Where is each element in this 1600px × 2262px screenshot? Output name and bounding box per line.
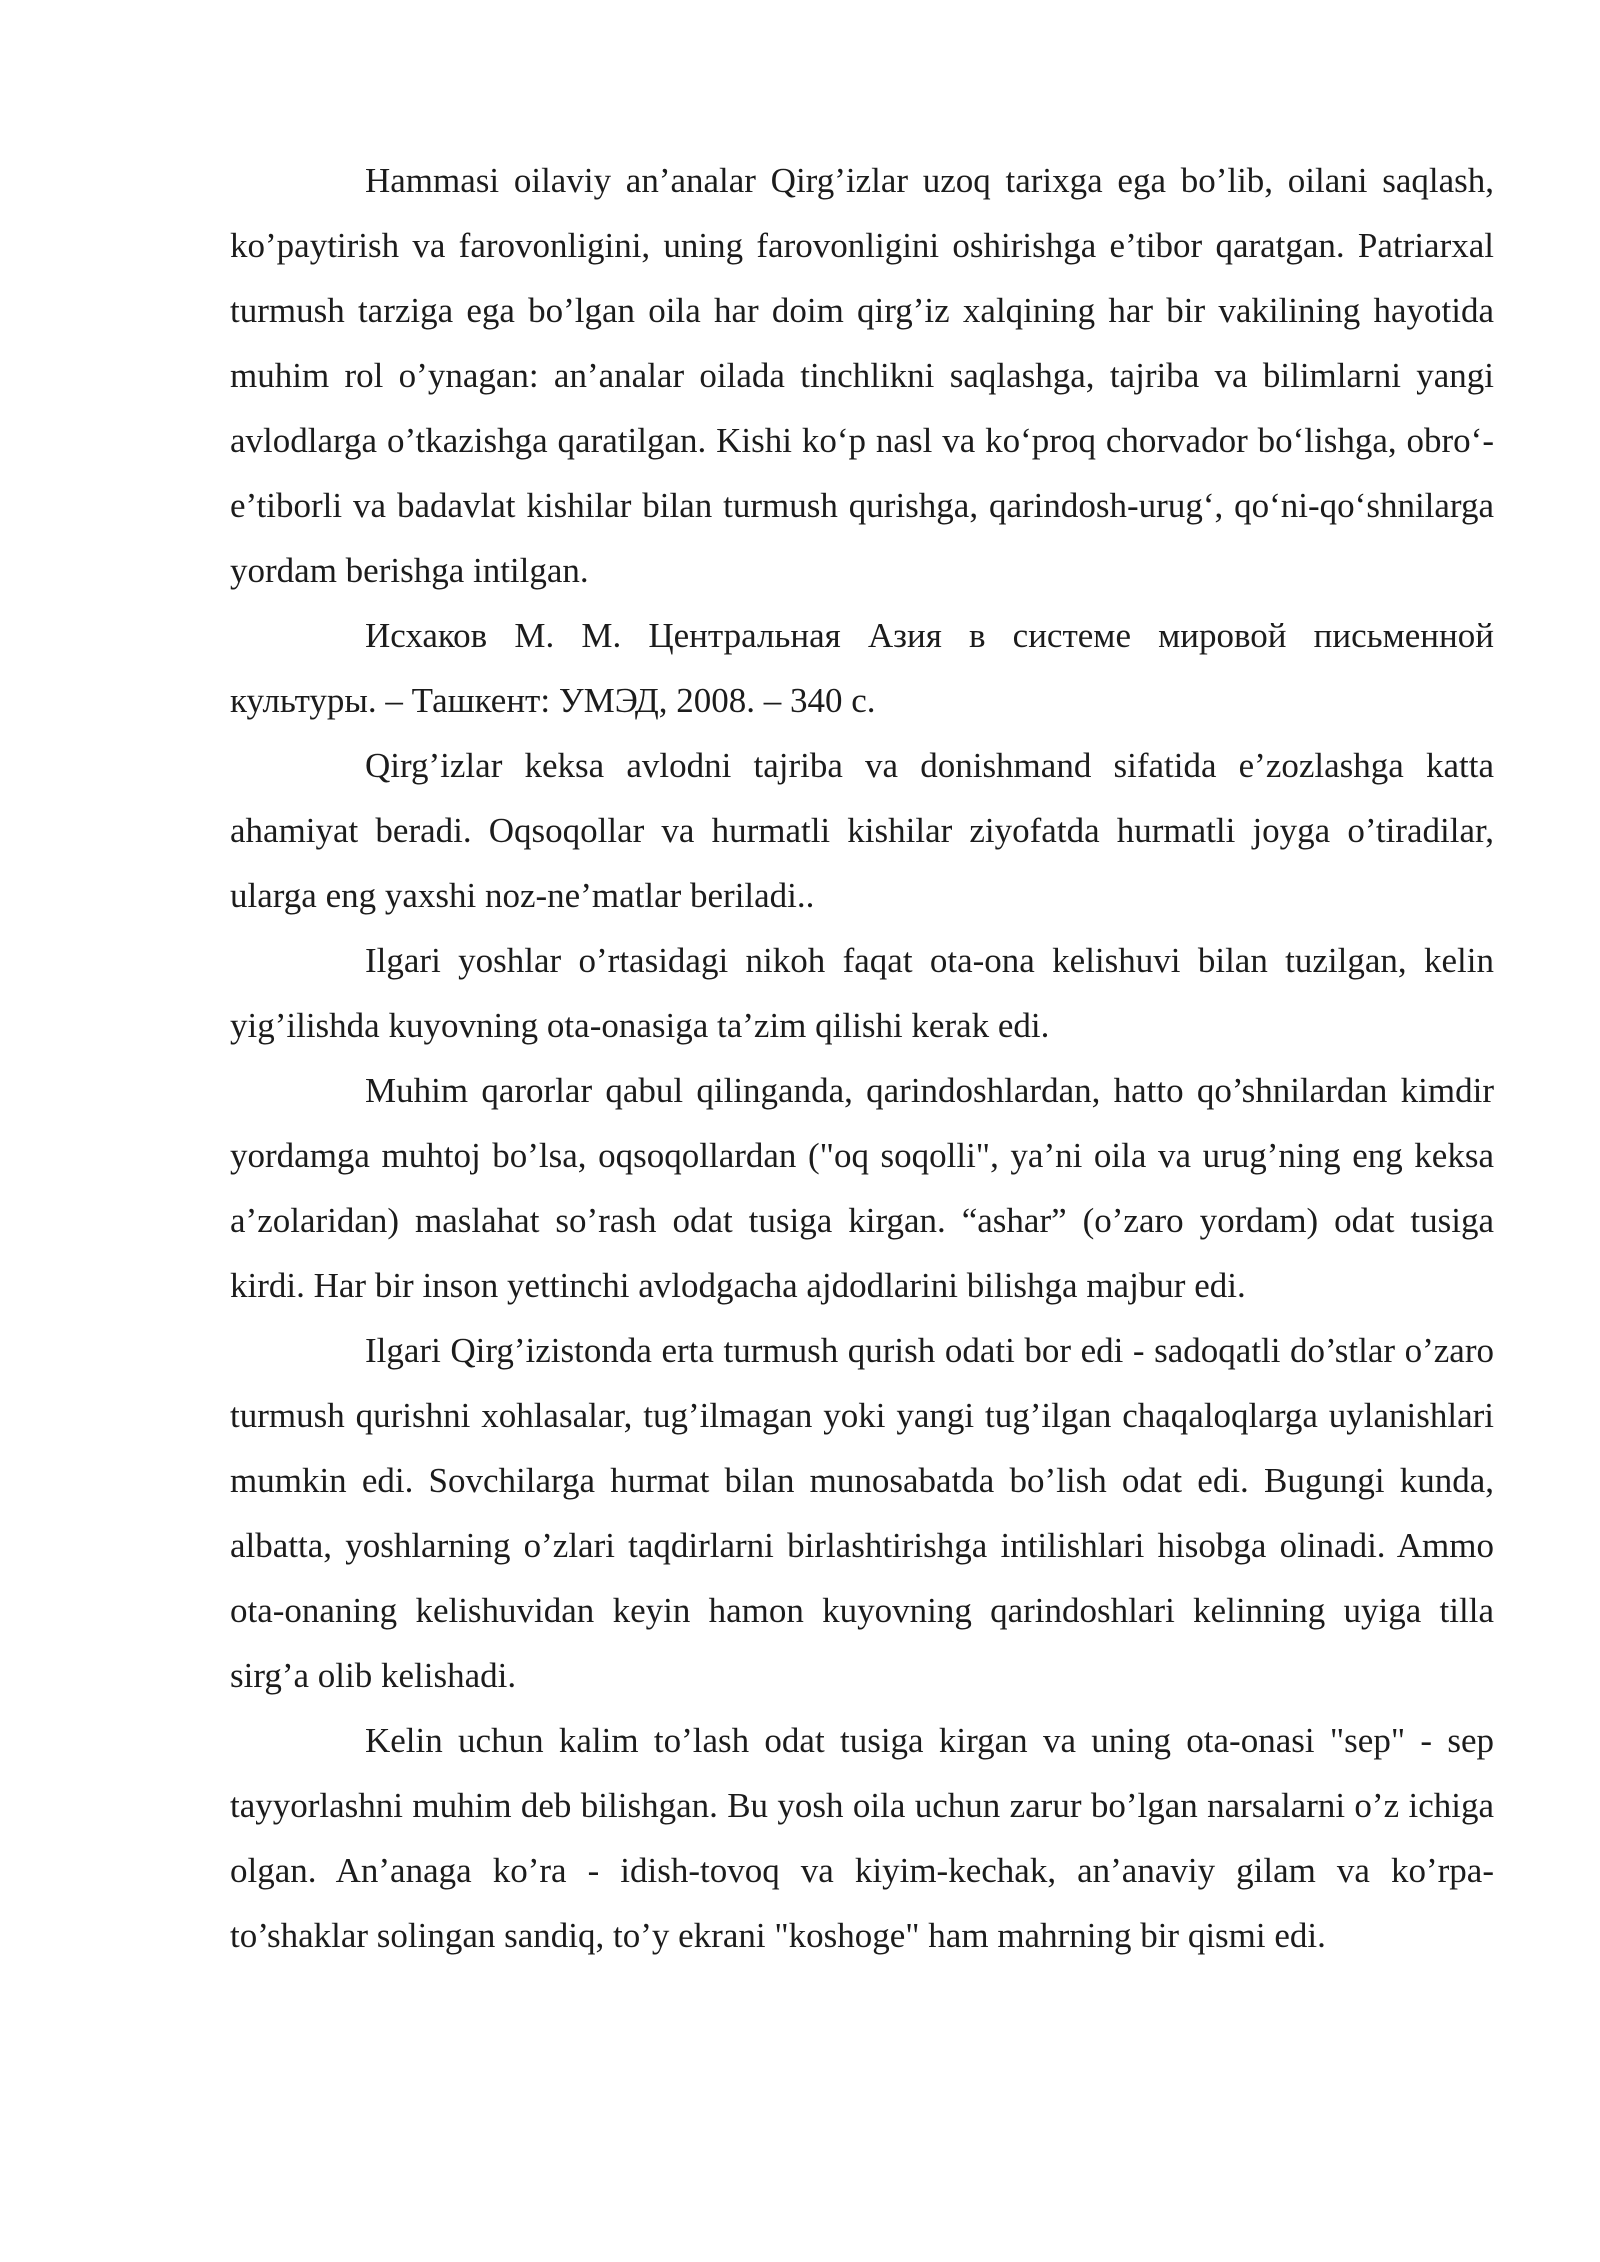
paragraph-kalim-sep: Kelin uchun kalim to’lash odat tusiga kirgan va uning ota-onasi "sep" - sep tayyorlashni muhim deb bilishgan. Bu yosh oila uchun zarur bo’lgan narsalarni o’z ichiga olgan. An’anaga ko’ra - idish-tovoq va kiyim-kechak, an’anaviy gilam va ko’rpa-to’shaklar solingan sandiq, to’y ekrani "koshoge" ham mahrning bir qismi edi. — [230, 1721, 1494, 1955]
paragraph-family-traditions: Hammasi oilaviy an’analar Qirg’izlar uzoq tarixga ega bo’lib, oilani saqlash, ko’paytirish va farovonligini, uning farovonligini oshirishga e’tibor qaratgan. Patriarxal turmush tarziga ega bo’lgan oila har doim qirg’iz xalqining har bir vakilining hayotida muhim rol o’ynagan: an’analar oilada tinchlikni saqlashga, tajriba va bilimlarni yangi avlodlarga o’tkazishga qaratilgan. Kishi ko‘p nasl va ko‘proq chorvador bo‘lishga, obro‘-e’tiborli va badavlat kishilar bilan turmush qurishga, qarindosh-urug‘, qo‘ni-qo‘shnilarga yordam berishga intilgan. — [230, 161, 1494, 590]
paragraph-early-marriage: Ilgari Qirg’izistonda erta turmush qurish odati bor edi - sadoqatli do’stlar o’zaro turmush qurishni xohlasalar, tug’ilmagan yoki yangi tug’ilgan chaqaloqlarga uylanishlari mumkin edi. Sovchilarga hurmat bilan munosabatda bo’lish odat edi. Bugungi kunda, albatta, yoshlarning o’zlari taqdirlarni birlashtirishga intilishlari hisobga olinadi. Ammo ota-onaning kelishuvidan keyin hamon kuyovning qarindoshlari kelinning uyiga tilla sirg’a olib kelishadi. — [230, 1331, 1494, 1695]
paragraph-elders-respect: Qirg’izlar keksa avlodni tajriba va donishmand sifatida e’zozlashga katta ahamiyat beradi. Oqsoqollar va hurmatli kishilar ziyofatda hurmatli joyga o’tiradilar, ularga eng yaxshi noz-ne’matlar beriladi.. — [230, 746, 1494, 915]
paragraph-marriage-custom: Ilgari yoshlar o’rtasidagi nikoh faqat ota-ona kelishuvi bilan tuzilgan, kelin yig’ilishda kuyovning ota-onasiga ta’zim qilishi kerak edi. — [230, 941, 1494, 1045]
document-page — [230, 148, 1494, 1968]
paragraph-citation: Исхаков М. М. Центральная Азия в системе мировой письменной культуры. – Ташкент: УМЭД, 2008. – 340 с. — [230, 616, 1494, 720]
paragraph-decisions-ashar: Muhim qarorlar qabul qilinganda, qarindoshlardan, hatto qo’shnilardan kimdir yordamga muhtoj bo’lsa, oqsoqollardan ("oq soqolli", ya’ni oila va urug’ning eng keksa a’zolaridan) maslahat so’rash odat tusiga kirgan. “ashar” (o’zaro yordam) odat tusiga kirdi. Har bir inson yettinchi avlodgacha ajdodlarini bilishga majbur edi. — [230, 1071, 1494, 1305]
